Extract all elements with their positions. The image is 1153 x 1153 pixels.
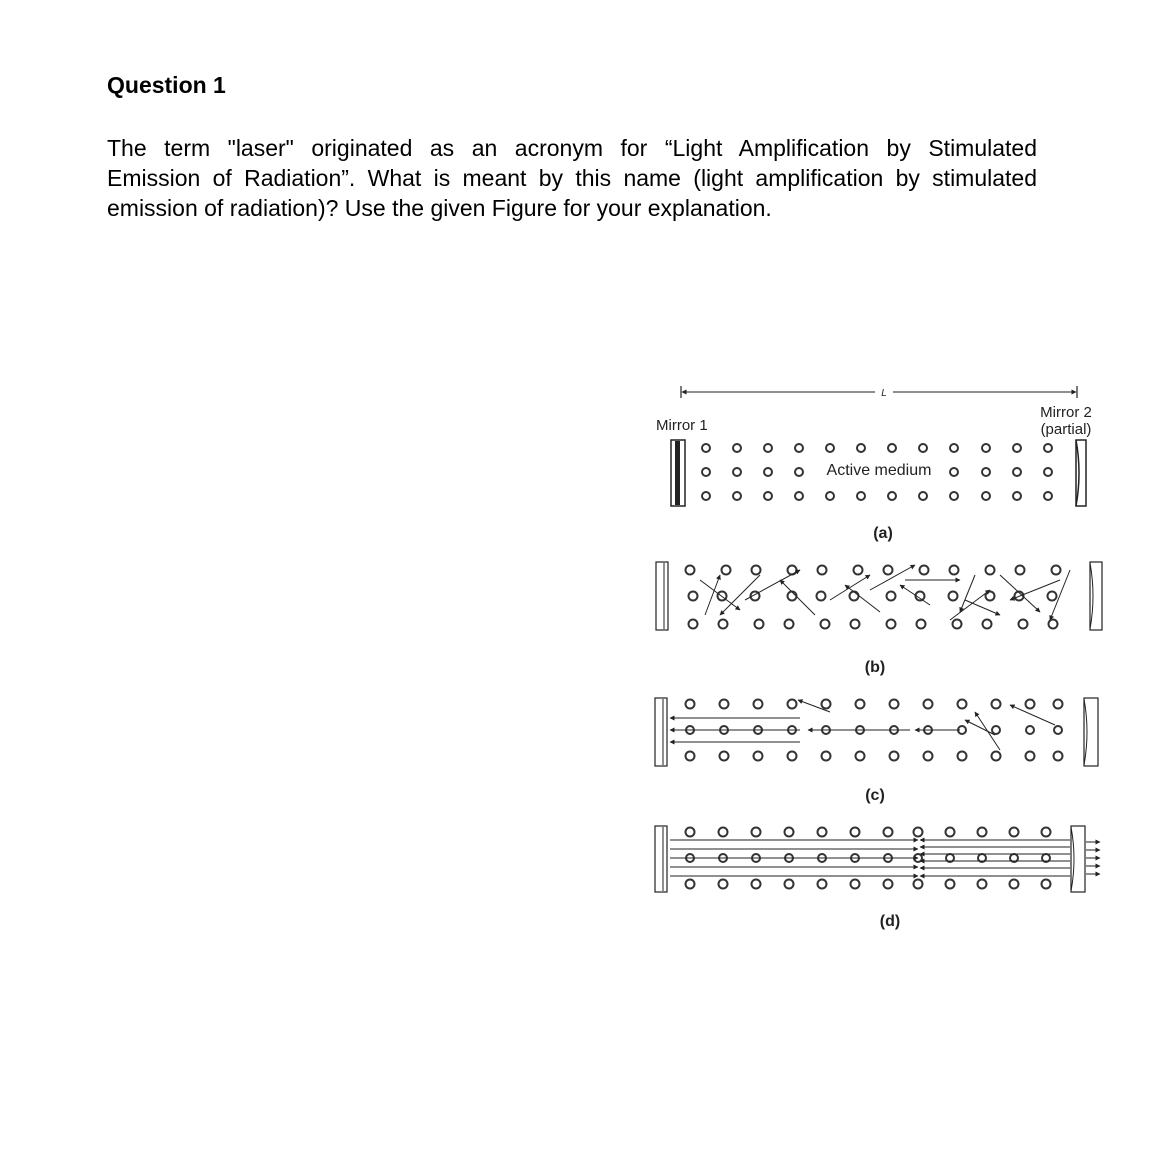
atom [818,566,827,575]
atom [887,620,896,629]
atom [946,828,955,837]
atom [950,444,958,452]
atom [752,880,761,889]
atom [788,592,797,601]
atom [978,880,987,889]
mirror-1-c [655,698,667,766]
atom [752,828,761,837]
panel-label-b: (b) [864,659,886,676]
mirror-2-d [1071,826,1085,892]
atom [1019,620,1028,629]
question-line-3: emission of radiation)? Use the given Figure for your explanation. [107,195,772,221]
atom [949,592,958,601]
atom [982,492,990,500]
laser-figure [640,380,1110,940]
atom [1013,444,1021,452]
length-label: L [881,388,887,399]
atom [764,468,772,476]
atom [1010,828,1019,837]
atom [950,468,958,476]
mirror2-label-line1: Mirror 2 [1040,404,1092,421]
atom [890,752,899,761]
atom [817,592,826,601]
atom [752,566,761,575]
atom [1052,566,1061,575]
atom [887,592,896,601]
atom [822,700,831,709]
atom [1048,592,1057,601]
atom [826,444,834,452]
atom [826,492,834,500]
atom [1044,468,1052,476]
atom [686,828,695,837]
atom [1054,700,1063,709]
atom [950,492,958,500]
atom [919,492,927,500]
atom [1013,492,1021,500]
atom [917,620,926,629]
atom [686,566,695,575]
atom [1042,880,1051,889]
panel-label-d: (d) [879,913,901,930]
atom [785,620,794,629]
atom [919,444,927,452]
atom [755,620,764,629]
atom [686,700,695,709]
atom [702,492,710,500]
atom [914,828,923,837]
atom [1049,620,1058,629]
atom [950,566,959,575]
atom [982,468,990,476]
atom [733,444,741,452]
atom [702,444,710,452]
atom [857,492,865,500]
atom [795,468,803,476]
atom [764,492,772,500]
atom [983,620,992,629]
photon-ray [780,580,815,615]
question-line-2: Emission of Radiation”. What is meant by this name (light amplification by stimulated [107,165,1037,191]
atom [851,828,860,837]
atom [1044,492,1052,500]
mirror2-label-line2: (partial) [1040,421,1092,438]
atom [958,752,967,761]
atom [720,752,729,761]
atom [851,880,860,889]
atom [914,880,923,889]
photon-ray [700,580,740,610]
atom [788,700,797,709]
atom [754,752,763,761]
atom [785,880,794,889]
panel-label-a: (a) [873,525,893,542]
atom [953,620,962,629]
atom [888,492,896,500]
photon-ray [900,585,930,605]
atom [924,700,933,709]
atom [719,880,728,889]
atom [719,620,728,629]
atom [856,700,865,709]
mirror-1-d [655,826,667,892]
atom [986,566,995,575]
question-line-1: The term "laser" originated as an acronym for “Light Amplification by Stimulated [107,135,1037,161]
atom [686,880,695,889]
panel-label-c: (c) [865,787,885,804]
atom [722,566,731,575]
atom [1010,880,1019,889]
atom [754,700,763,709]
atom [719,828,728,837]
atom [1042,828,1051,837]
atom [884,880,893,889]
question-title: Question 1 [107,72,226,98]
question-text [107,133,1037,223]
atom [992,752,1001,761]
atom [795,492,803,500]
atom [818,880,827,889]
mirror-2-b [1090,562,1102,630]
atom [857,444,865,452]
photon-ray [1000,575,1040,612]
atom [822,752,831,761]
atom [890,700,899,709]
atom [992,700,1001,709]
atom [689,620,698,629]
atom [946,880,955,889]
atom [702,468,710,476]
atom [1054,752,1063,761]
atom [920,566,929,575]
atoms-b [686,566,1061,629]
mirror-2-c [1084,698,1098,766]
atom [733,468,741,476]
atom [764,444,772,452]
atom [733,492,741,500]
mirror-1-a [671,440,685,506]
mirror-2-a [1076,440,1086,506]
atom [818,828,827,837]
atom [978,828,987,837]
atom [924,752,933,761]
atom [689,592,698,601]
mirror-1-b [656,562,668,630]
atom [795,444,803,452]
atom [888,444,896,452]
atom [686,752,695,761]
photon-ray [965,720,995,735]
atom [1044,444,1052,452]
mirror1-label: Mirror 1 [656,417,708,434]
atom [720,700,729,709]
length-dimension [681,386,1077,399]
atom [851,620,860,629]
photon-ray [965,600,1000,615]
atom [1026,726,1034,734]
active-medium-label: Active medium [826,462,932,479]
atom [992,726,1000,734]
atom [850,592,859,601]
laser-beam-rays [670,840,1100,876]
atom [982,444,990,452]
atom [785,828,794,837]
atom [884,828,893,837]
atom [1026,752,1035,761]
atom [788,752,797,761]
atom [821,620,830,629]
atom [884,566,893,575]
atom [1016,566,1025,575]
atom [958,700,967,709]
atom [1054,726,1062,734]
atom [854,566,863,575]
atom [1026,700,1035,709]
atom [1013,468,1021,476]
atom [856,752,865,761]
